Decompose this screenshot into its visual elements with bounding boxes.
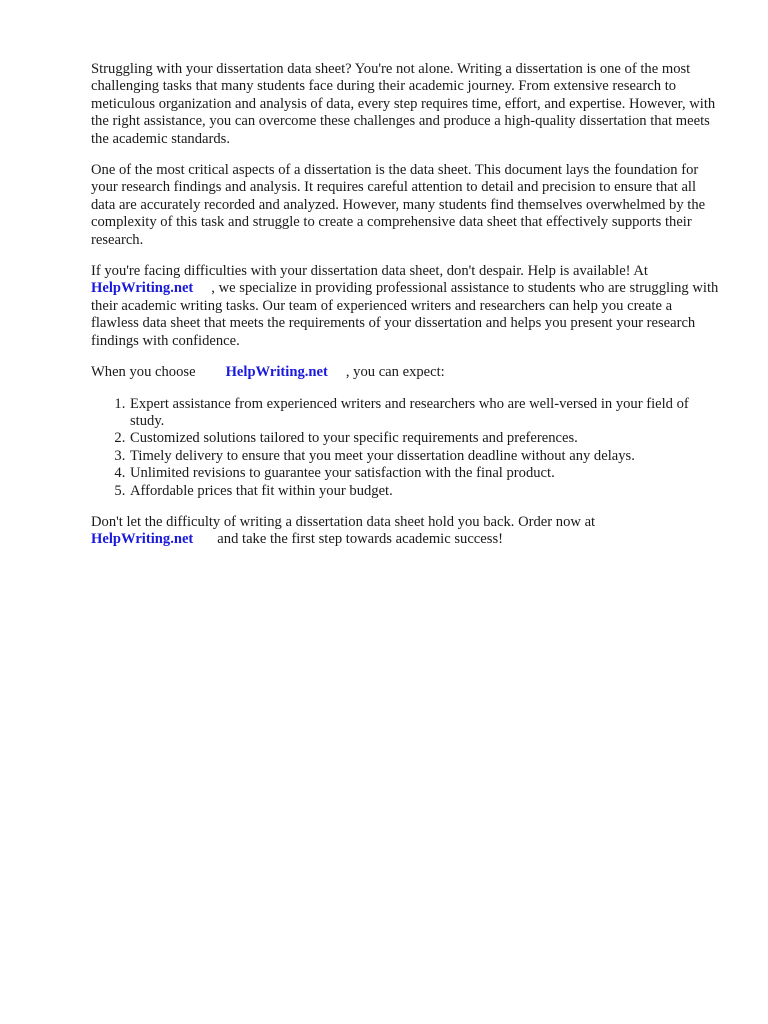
help-paragraph: [91, 263, 721, 350]
help-paragraph-text-before: If you're facing difficulties with your dissertation data sheet, don't despair. Help is available! At: [91, 263, 648, 280]
choose-paragraph-text-after: , you can expect:: [345, 364, 445, 381]
helpwriting-link[interactable]: HelpWriting.net: [91, 280, 194, 297]
list-item: 4. Unlimited revisions to guarantee your satisfaction with the final product.: [129, 465, 721, 482]
intro-paragraph: Struggling with your dissertation data sheet? You're not alone. Writing a dissertation is one of the most challenging tasks that many students face during their academic journey. From extensive research to meticulous organization and analysis of data, every step requires time, effort, and expertise. However, with the right assistance, you can overcome these challenges and produce a high-quality dissertation that meets the academic standards.: [91, 61, 716, 147]
benefits-list: [91, 396, 721, 500]
list-item: 1. Expert assistance from experienced writers and researchers who are well-versed in your field of study.: [129, 396, 721, 431]
list-item: 2. Customized solutions tailored to your specific requirements and preferences.: [129, 430, 721, 447]
order-paragraph-text-before: Don't let the difficulty of writing a dissertation data sheet hold you back. Order now at: [91, 513, 596, 530]
helpwriting-link[interactable]: HelpWriting.net: [225, 364, 328, 381]
choose-paragraph: [91, 364, 721, 381]
document-page: [91, 61, 721, 563]
list-item: 3. Timely delivery to ensure that you meet your dissertation deadline without any delays.: [129, 448, 721, 465]
list-item: 5. Affordable prices that fit within your budget.: [129, 483, 721, 500]
helpwriting-link[interactable]: HelpWriting.net: [91, 531, 194, 548]
data-sheet-paragraph: One of the most critical aspects of a dissertation is the data sheet. This document lays the foundation for your research findings and analysis. It requires careful attention to detail and precision to ensure that all data are accurately recorded and analyzed. However, many students find themselves overwhelmed by the complexity of this task and struggle to create a comprehensive data sheet that effectively supports their research.: [91, 162, 706, 248]
help-paragraph-text-after: , we specialize in providing professional assistance to students who are struggling with their academic writing tasks. Our team of experienced writers and researchers can help you create a flawless data sheet that meets the requirements of your dissertation and helps you present your research findings with confidence.: [91, 280, 719, 349]
order-paragraph: [91, 514, 721, 549]
order-paragraph-text-after: and take the first step towards academic success!: [217, 531, 503, 548]
choose-paragraph-text-before: When you choose: [91, 364, 196, 381]
